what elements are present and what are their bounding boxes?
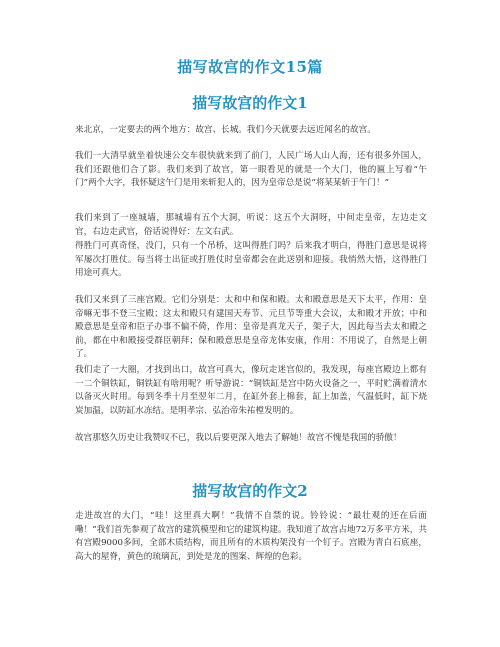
paragraph: 我们又来到了三座宫殿。它们分别是：太和中和保和殿。太和殿意思是天下太平，作用：皇帝嘛无事不登三宝殿；这太和殿只有建国天寿节、元旦节等重大会议，太和殿才开放；中和殿意思是皇帝和臣子办事不偏不倚，作用：皇帝是真龙天子，架子大，因此每当去太和殿之前，都在中和殿接受群臣朝拜；保和殿意思是皇帝龙体安康，作用：不用说了，自然是上朝了。 <box>75 295 427 360</box>
paragraph: 得胜门可真奇怪，没门，只有一个吊桥，这叫得胜门吗？后来我才明白，得胜门意思是说将军屡次打胜仗。每当将士出征或打胜仗时皇帝都会在此送别和迎接。我悄然大悟，这得胜门用途可真大。 <box>75 241 427 279</box>
paragraph: 我们走了一大圈，才找到出口，故宫可真大，像玩走迷宫似的，我发现，每座宫殿边上都有一二个铜铁缸，铜铁缸有啥用呢？听导游说：“铜铁缸是宫中防火设备之一，平时贮满着清水以备灭火时用。每到冬季十月至翌年二月，在缸外套上棉套，缸上加盖，气温低时，缸下烧炭加温，以防缸水冻结。是明孝宗、弘治帝朱祐樘发明的。 <box>75 365 427 416</box>
section-heading-2: 描写故宫的作文2 <box>192 482 308 500</box>
paragraph: 来北京，一定要去的两个地方：故宫、长城。我们今天就要去远近闻名的故宫。 <box>75 125 376 135</box>
paragraph: 故宫那悠久历史让我赞叹不已，我以后要更深入地去了解她！故宫不愧是我国的骄傲！ <box>75 433 402 443</box>
paragraph: 我们一大清早就坐着快速公交车很快就来到了前门，人民广场人山人海，还有很多外国人，我们还跟他们合了影。我们来到了故宫，第一眼看见的就是一个大门，他的匾上写着“午门”两个大字，我怀疑这午门是用来斩犯人的，因为皇帝总是说“将某某斩于午门！” <box>75 151 427 189</box>
paragraph: 我们来到了一座城墙，那城墙有五个大洞，听说：这五个大洞呀，中间走皇帝，左边走文官，右边走武官，俗话说得好：左文右武。 <box>75 213 427 237</box>
section-heading-1: 描写故宫的作文1 <box>192 94 308 112</box>
paragraph: 走进故宫的大门，“哇！这里真大啊！”我情不自禁的说。铃铃说：“最壮观的还在后面嘞！”我们首先参观了故宫的建筑模型和它的建筑构建。我知道了故宫占地72万多平方米，共有宫殿9000多间，全部木质结构，而且所有的木质构架没有一个钉子。宫殿为青白石底座，高大的屋脊，黄色的琉璃瓦，到处是龙的图案、辉煌的色彩。 <box>75 511 427 562</box>
document-title: 描写故宫的作文15篇 <box>177 58 323 76</box>
